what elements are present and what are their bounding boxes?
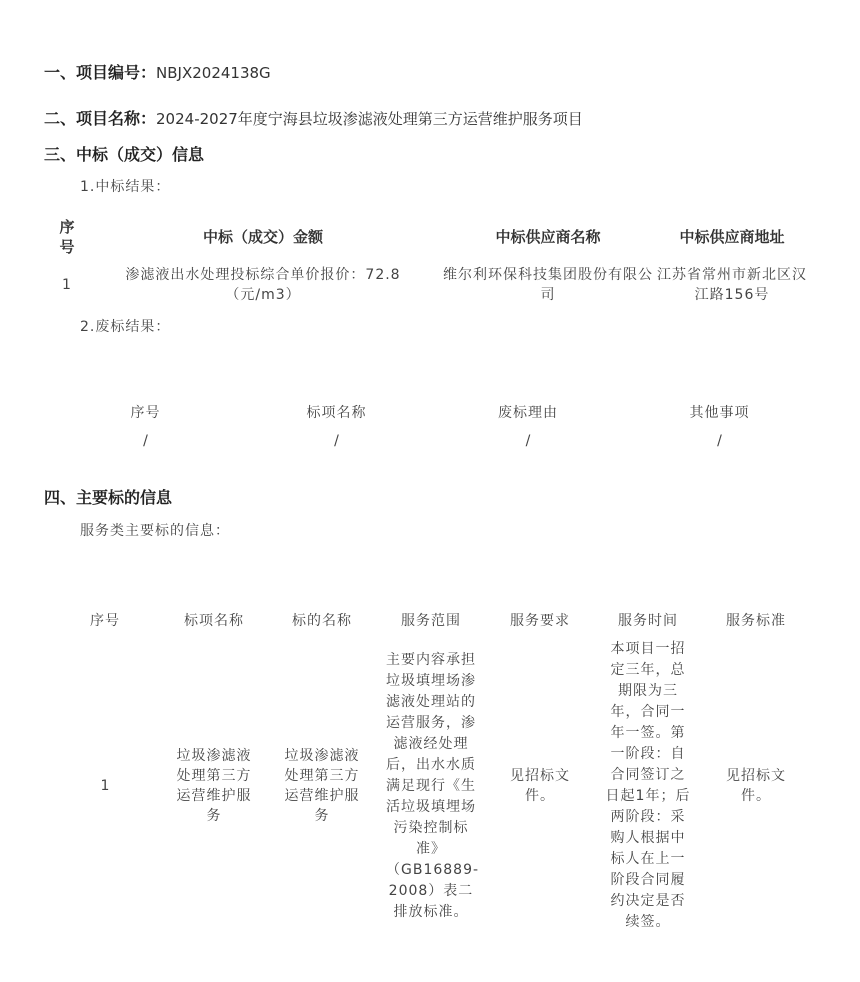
table-cell: 1 <box>100 778 110 794</box>
table-cell: 见招标文件。 <box>726 768 786 804</box>
table-cell: / <box>717 433 722 449</box>
award-header-cell: 中标供应商名称 <box>495 228 601 246</box>
table-cell: / <box>525 433 531 449</box>
table-cell: 本项目一招定三年，总期限为三年，合同一年一签。第一阶段：自合同签订之日起1年；后两阶段：采购人根据中标人在上一阶段合同履约决定是否续签。 <box>605 641 691 930</box>
section-label: 二、项目名称： <box>44 109 157 128</box>
table-cell: 江苏省常州市新北区汉江路156号 <box>657 267 807 303</box>
section-label: 一、项目编号： <box>44 63 157 82</box>
project-number: NBJX2024138G <box>156 64 271 82</box>
table-cell: 垃圾渗滤液处理第三方运营维护服务 <box>284 748 360 824</box>
subject-header-cell: 服务范围 <box>401 613 461 629</box>
void-table <box>50 400 815 456</box>
award-table <box>50 212 810 308</box>
table-cell: 渗滤液出水处理投标综合单价报价：72.8（元/m3） <box>125 267 401 303</box>
subject-table <box>50 606 810 936</box>
table-cell: 1 <box>62 277 72 293</box>
void-subtitle: 2.废标结果： <box>80 319 171 335</box>
void-header-row <box>50 400 815 426</box>
project-name: 2024-2027年度宁海县垃圾渗滤液处理第三方运营维护服务项目 <box>156 110 583 128</box>
subject-subtitle: 服务类主要标的信息： <box>80 523 230 539</box>
table-cell: / <box>143 433 148 449</box>
subject-header-cell: 服务时间 <box>618 613 678 629</box>
award-header-cell: 序号 <box>59 218 75 256</box>
table-cell: 见招标文件。 <box>510 768 570 804</box>
section-project-number <box>44 60 271 83</box>
award-subtitle: 1.中标结果： <box>80 179 171 195</box>
table-row <box>50 262 810 308</box>
table-cell: 维尔利环保科技集团股份有限公司 <box>443 267 653 303</box>
subject-header-cell: 序号 <box>90 613 120 629</box>
table-row <box>50 636 810 936</box>
table-cell: / <box>334 433 339 449</box>
void-header-cell: 废标理由 <box>498 405 558 421</box>
award-header-cell: 中标（成交）金额 <box>202 228 323 246</box>
table-cell: 垃圾渗滤液处理第三方运营维护服务 <box>176 748 252 824</box>
subject-header-cell: 服务要求 <box>510 613 570 629</box>
award-header-cell: 中标供应商地址 <box>679 228 785 246</box>
section-project-name <box>44 106 583 129</box>
subject-header-cell: 标项名称 <box>184 613 244 629</box>
void-header-cell: 标项名称 <box>306 405 367 421</box>
subject-header-cell: 服务标准 <box>726 613 786 629</box>
table-cell: 主要内容承担垃圾填埋场渗滤液处理站的运营服务，渗滤液经处理后，出水水质满足现行《生活垃圾填埋场污染控制标准》（GB16889-2008）表二排放标准。 <box>386 651 480 920</box>
void-header-cell: 序号 <box>130 405 161 421</box>
subject-header-row <box>50 606 810 636</box>
award-header-row <box>50 212 810 262</box>
table-row <box>50 426 815 456</box>
void-header-cell: 其他事项 <box>689 405 750 421</box>
subject-header-cell: 标的名称 <box>292 613 352 629</box>
section-subject-info: 四、主要标的信息 <box>44 488 173 507</box>
section-award-info: 三、中标（成交）信息 <box>44 145 205 164</box>
